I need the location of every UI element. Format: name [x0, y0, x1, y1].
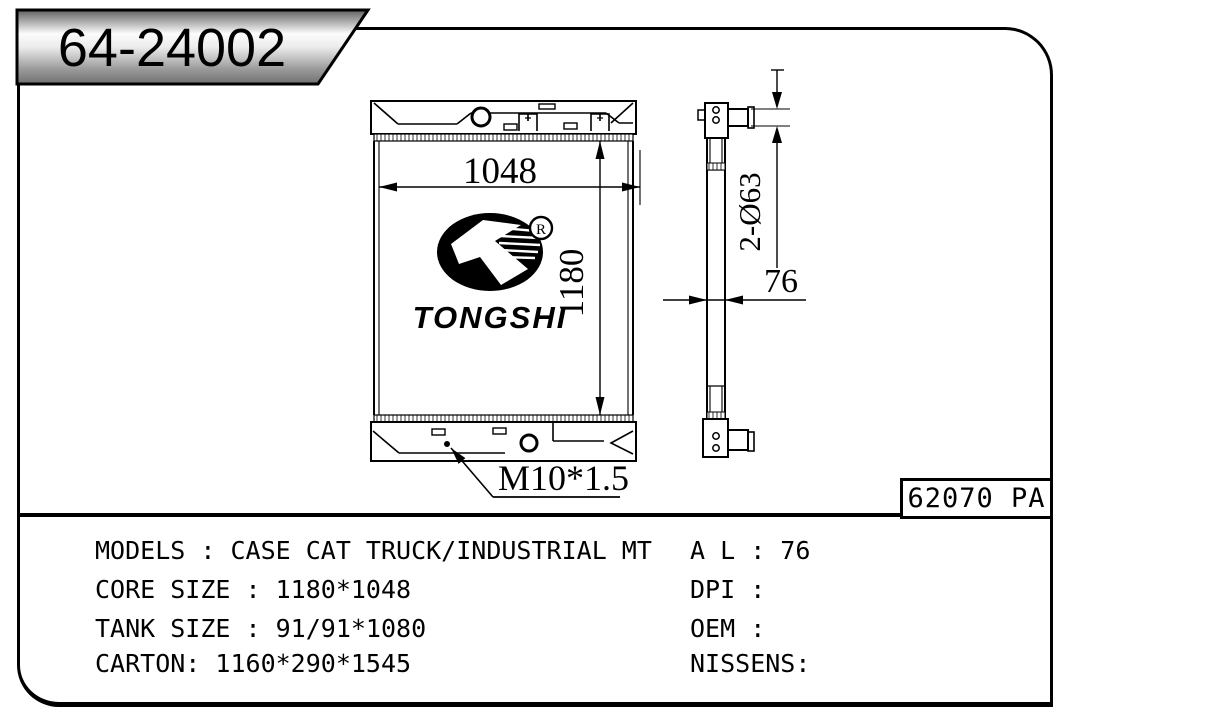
reference-code-box: [900, 478, 1053, 519]
upper-pipe-icon: [728, 109, 748, 126]
spec-oem: OEM :: [690, 614, 766, 643]
spec-al: A L : 76: [690, 536, 811, 565]
part-number-text: 64-24002: [57, 18, 287, 78]
spec-carton: CARTON: 1160*290*1545: [95, 649, 412, 678]
dim-depth-label: 76: [764, 263, 798, 300]
spec-core-size: CORE SIZE : 1180*1048: [95, 575, 412, 604]
spec-models: MODELS : CASE CAT TRUCK/INDUSTRIAL MT: [95, 536, 652, 565]
spec-dpi: DPI :: [690, 575, 766, 604]
lower-pipe-icon: [728, 430, 748, 450]
spec-nissens: NISSENS:: [690, 649, 811, 678]
drain-bolt-dot: [444, 441, 450, 447]
dim-width-label: 1048: [463, 151, 537, 192]
drain-plug-icon: [521, 435, 537, 451]
spec-tank-size: TANK SIZE : 91/91*1080: [95, 614, 427, 643]
dim-pipes-label: 2-Ø63: [732, 172, 767, 252]
brand-name-text: TONGSHI: [412, 300, 568, 335]
dim-drain-thread-label: M10*1.5: [498, 458, 630, 498]
filler-neck-icon: [472, 108, 490, 126]
registered-trademark-letter: R: [535, 222, 547, 238]
reference-code-text: 62070 PA: [907, 483, 1046, 514]
radiator-side-view: [698, 103, 754, 457]
dim-height-label: 1180: [552, 248, 591, 318]
part-number-banner: [17, 10, 368, 84]
brand-logo: [413, 213, 568, 335]
